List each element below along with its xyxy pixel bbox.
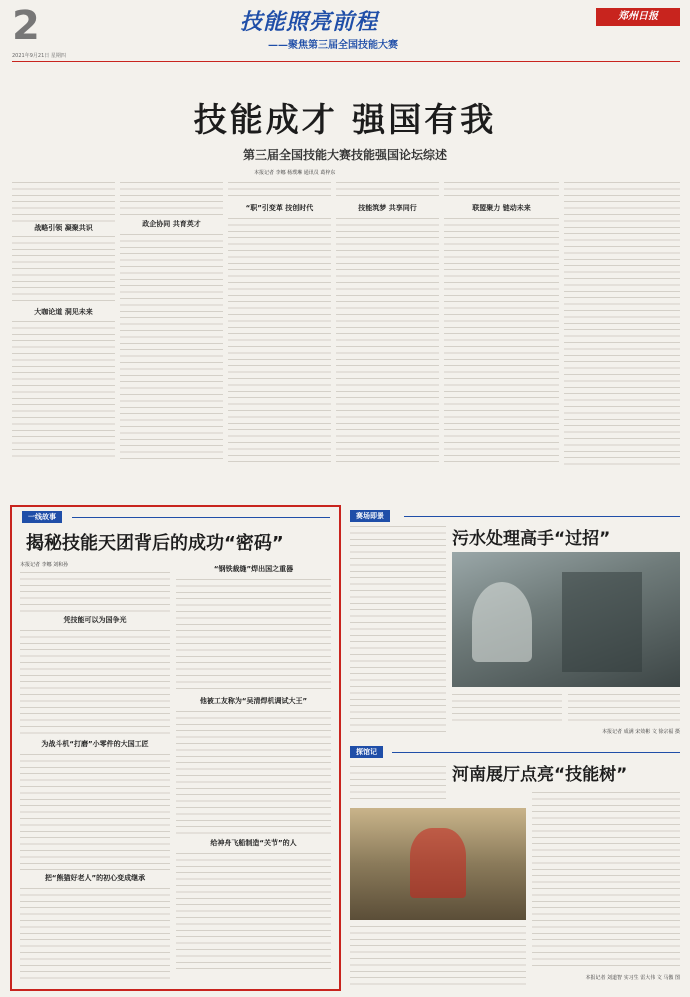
brand-logo bbox=[596, 8, 680, 26]
lead-subhead-4: “职”引变革 技创时代 bbox=[245, 204, 314, 212]
story3-tag-rule bbox=[392, 752, 680, 753]
lead-headline: 技能成才 强国有我 bbox=[193, 100, 497, 139]
story2-byline: 本报记者 成满 宋效彬 文 徐宗福 摄 bbox=[602, 729, 680, 735]
lead-byline: 本报记者 李娜 杨璞琳 通讯员 葛梓东 bbox=[254, 170, 336, 176]
story3-byline: 本报记者 刘道智 实习生 雷大伟 文 马傲 图 bbox=[585, 975, 680, 981]
lead-subhead-3: 政企协同 共育英才 bbox=[142, 220, 201, 228]
lead-subhead-5: 技能筑梦 共享同行 bbox=[358, 204, 417, 212]
story2-tag: 赛场即景 bbox=[350, 510, 390, 522]
section-subtitle: ——聚焦第三届全国技能大赛 bbox=[268, 40, 398, 51]
story1-byline: 本报记者 李娜 刘和孙 bbox=[20, 562, 69, 568]
story1-subhead-6: 给神舟飞船制造“关节”的人 bbox=[210, 839, 297, 847]
story2-col-3 bbox=[568, 692, 680, 724]
story3-photo bbox=[350, 808, 526, 920]
story2-headline: 污水处理高手“过招” bbox=[452, 529, 611, 549]
story1-col-right bbox=[176, 561, 331, 985]
story2-col-1 bbox=[350, 524, 446, 734]
story1-subhead-3: 把“熊猫好老人”的初心变成继承 bbox=[44, 874, 146, 882]
masthead-rule bbox=[12, 61, 680, 62]
story2-tag-rule bbox=[404, 516, 680, 517]
story1-subhead-4: “钢铁裁缝”焊出国之重器 bbox=[213, 565, 294, 573]
story3-headline: 河南展厅点亮“技能树” bbox=[452, 765, 628, 785]
sewage-photo bbox=[472, 582, 532, 662]
logo-mark: 郑州日报 bbox=[618, 11, 658, 22]
story1-subhead-1: 凭技能可以为国争光 bbox=[63, 616, 127, 624]
date-line: 2021年9月21日 星期四 bbox=[12, 53, 66, 59]
story1-box bbox=[10, 505, 341, 991]
lead-col-2 bbox=[120, 180, 223, 465]
lead-col-4 bbox=[336, 180, 439, 465]
section-title: 技能照亮前程 bbox=[240, 10, 379, 35]
story1-headline: 揭秘技能天团背后的成功“密码” bbox=[26, 533, 284, 554]
exhibition-photo bbox=[410, 828, 466, 898]
story3-col-3 bbox=[532, 790, 680, 970]
lead-subhead-1: 战略引领 凝聚共识 bbox=[34, 224, 93, 232]
story1-subhead-2: 为战斗机“打磨”小零件的大国工匠 bbox=[41, 740, 149, 748]
story3-tag: 探馆记 bbox=[350, 746, 383, 758]
story2-photo bbox=[452, 552, 680, 687]
lead-col-3 bbox=[228, 180, 331, 465]
lead-col-5 bbox=[444, 180, 559, 465]
story3-col-1 bbox=[350, 764, 446, 804]
lead-subhead-2: 大咖论道 洞见未来 bbox=[34, 308, 93, 317]
story1-tag-rule bbox=[72, 517, 330, 518]
lead-col-6 bbox=[564, 180, 680, 465]
lead-subheadline: 第三届全国技能大赛技能强国论坛综述 bbox=[242, 148, 447, 162]
story1-col-left bbox=[20, 561, 170, 985]
page-number: 2 bbox=[12, 3, 40, 49]
story1-tag: 一线故事 bbox=[22, 511, 62, 523]
story3-col-2 bbox=[350, 924, 526, 986]
story1-subhead-5: 他被工友称为“吴清焊机调试大王” bbox=[199, 697, 308, 705]
lead-col-1 bbox=[12, 180, 115, 465]
lead-subhead-6: 联盟聚力 链动未来 bbox=[472, 204, 531, 212]
story2-col-2 bbox=[452, 692, 562, 724]
